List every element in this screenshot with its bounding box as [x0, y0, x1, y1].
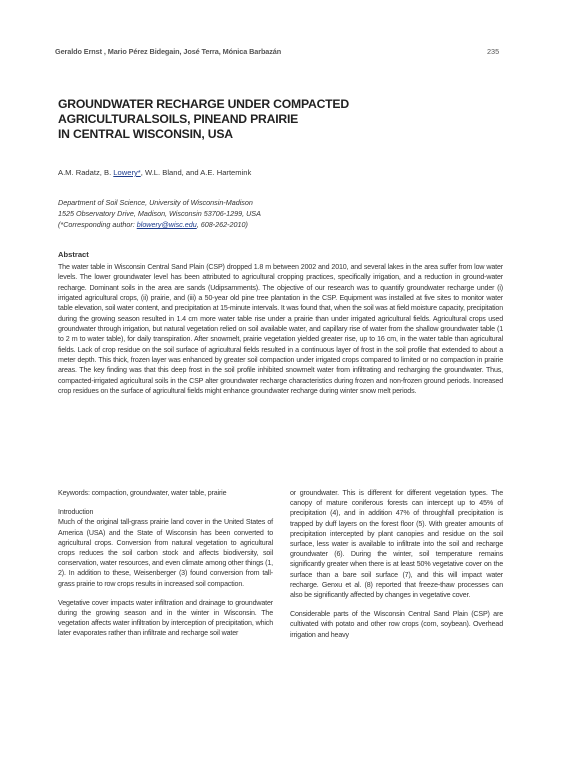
- keywords: Keywords: compaction, groundwater, water table, prairie: [58, 489, 227, 497]
- title-line-1: GROUNDWATER RECHARGE UNDER COMPACTED: [58, 97, 349, 111]
- title-line-2: AGRICULTURALSOILS, PINEAND PRAIRIE: [58, 111, 299, 126]
- affiliation-department: Department of Soil Science, University of Wisconsin-Madison: [58, 198, 253, 207]
- corresponding-contact: [58, 219, 498, 230]
- email-link[interactable]: blowery@wisc.edu: [136, 220, 197, 229]
- author-list: [58, 168, 251, 177]
- contact-after: , 608-262-2010): [196, 220, 248, 229]
- intro-paragraph-1: Much of the original tall-grass prairie land cover in the United States of America (USA) and the State of Wisconsin has been converted to agricultural crops. Conversion from natural vegetation to agricultural crops reduces the soil carbon stock and affects biodiversity, soil conservation, water resources, and even climate among other things (1, 2). In addition to these, Weisenberger (3) found conversion from tall-grass prairie to row crops results in increased soil compaction.: [58, 518, 273, 588]
- running-header-authors: Geraldo Ernst , Mario Pérez Bidegain, José Terra, Mónica Barbazán: [55, 47, 282, 56]
- corresponding-author-link[interactable]: Lowery*: [113, 168, 141, 177]
- introduction-heading: Introduction: [58, 508, 94, 517]
- intro-paragraph-3: or groundwater. This is different for different vegetation types. The canopy of mature coniferous forests can intercept up to 45% of precipitation (4), and in addition 47% of throughfall precipitation is trapped by duff layers on the forest floor (5). With greater amounts of precipitation intercepted by plant canopies and residue on the soil surface, less water is available to infiltrate into the soil and recharge groundwater (6). During the winter, soil temperature remains significantly greater when there is at least 50% vegetative cover on the surface than a bare soil surface (7), and this will impact water recharge. Genxu et al. (8) reported that freeze-thaw processes can also be significantly affected by changes in vegetative cover.: [290, 489, 503, 600]
- abstract-heading: Abstract: [58, 250, 89, 259]
- affiliation: [58, 197, 498, 230]
- affiliation-address: 1525 Observatory Drive, Madison, Wisconsin 53706-1299, USA: [58, 209, 261, 218]
- right-column: [290, 488, 503, 640]
- left-column: [58, 488, 273, 639]
- abstract-text: The water table in Wisconsin Central Sand Plain (CSP) dropped 1.8 m between 2002 and 2010, and several lakes in the area suffer from low water levels. The lower groundwater level has been attributed to agricultural cropping practices, specifically irrigation, and a reduction in ground-water recharge. Dominant soils in the area are sands (Udipsamments). The objective of our research was to quantify groundwater recharge under (i) irrigated agricultural crops, (ii) prairie, and (iii) a 50-year old pine tree plantation in the CSP. Equipment was installed at five sites to monitor water table elevation, soil water content, and precipitation at 15-minute intervals. It was found that, when the soil was at field moisture capacity, precipitation during the growing season resulted in 1.4 cm more water table rise under a prairie than under irrigated agricultural fields. Agricultural crops used groundwater through irrigation, but natural vegetation relied on soil available water, and capillary rise of water from the shallow groundwater table (1 to 2 m to water table), for daily transpiration. After snowmelt, prairie vegetation yielded greater rise, up to 16 cm, in the water table than agricultural fields. Lack of crop residue on the soil surface of agricultural fields resulted in a continuous layer of frost in the soil profile that extended to about a meter depth. This thick, frozen layer was enhanced by greater soil compaction under irrigated crops compared to limited or no compaction in prairie areas. The key finding was that this deep frost in the soil profile inhibited snowmelt water from infiltrating and recharging the groundwater. Thus, compacted-irrigated agricultural soils in the CSP alter groundwater recharge characteristics during frozen and non-frozen ground periods. Increased crop residues on the surface of agricultural fields might enhance groundwater recharge during winter snow melt periods.: [58, 263, 503, 396]
- page-number: 235: [487, 47, 500, 56]
- paper-title: [58, 97, 498, 141]
- authors-after: , W.L. Bland, and A.E. Hartemink: [140, 168, 252, 177]
- intro-paragraph-4: Considerable parts of the Wisconsin Central Sand Plain (CSP) are cultivated with potato and other row crops (corn, soybean). Overhead irrigation and heavy: [290, 610, 503, 639]
- authors-before: A.M. Radatz, B.: [58, 168, 114, 177]
- contact-before: (*Corresponding author:: [58, 220, 137, 229]
- intro-paragraph-2: Vegetative cover impacts water infiltration and drainage to groundwater during the growing season and in the winter in Wisconsin. The vegetation affects water infiltration by interception of precipitation, which later evaporates rather than infiltrate and recharge soil water: [58, 598, 273, 638]
- title-line-3: IN CENTRAL WISCONSIN, USA: [58, 126, 233, 141]
